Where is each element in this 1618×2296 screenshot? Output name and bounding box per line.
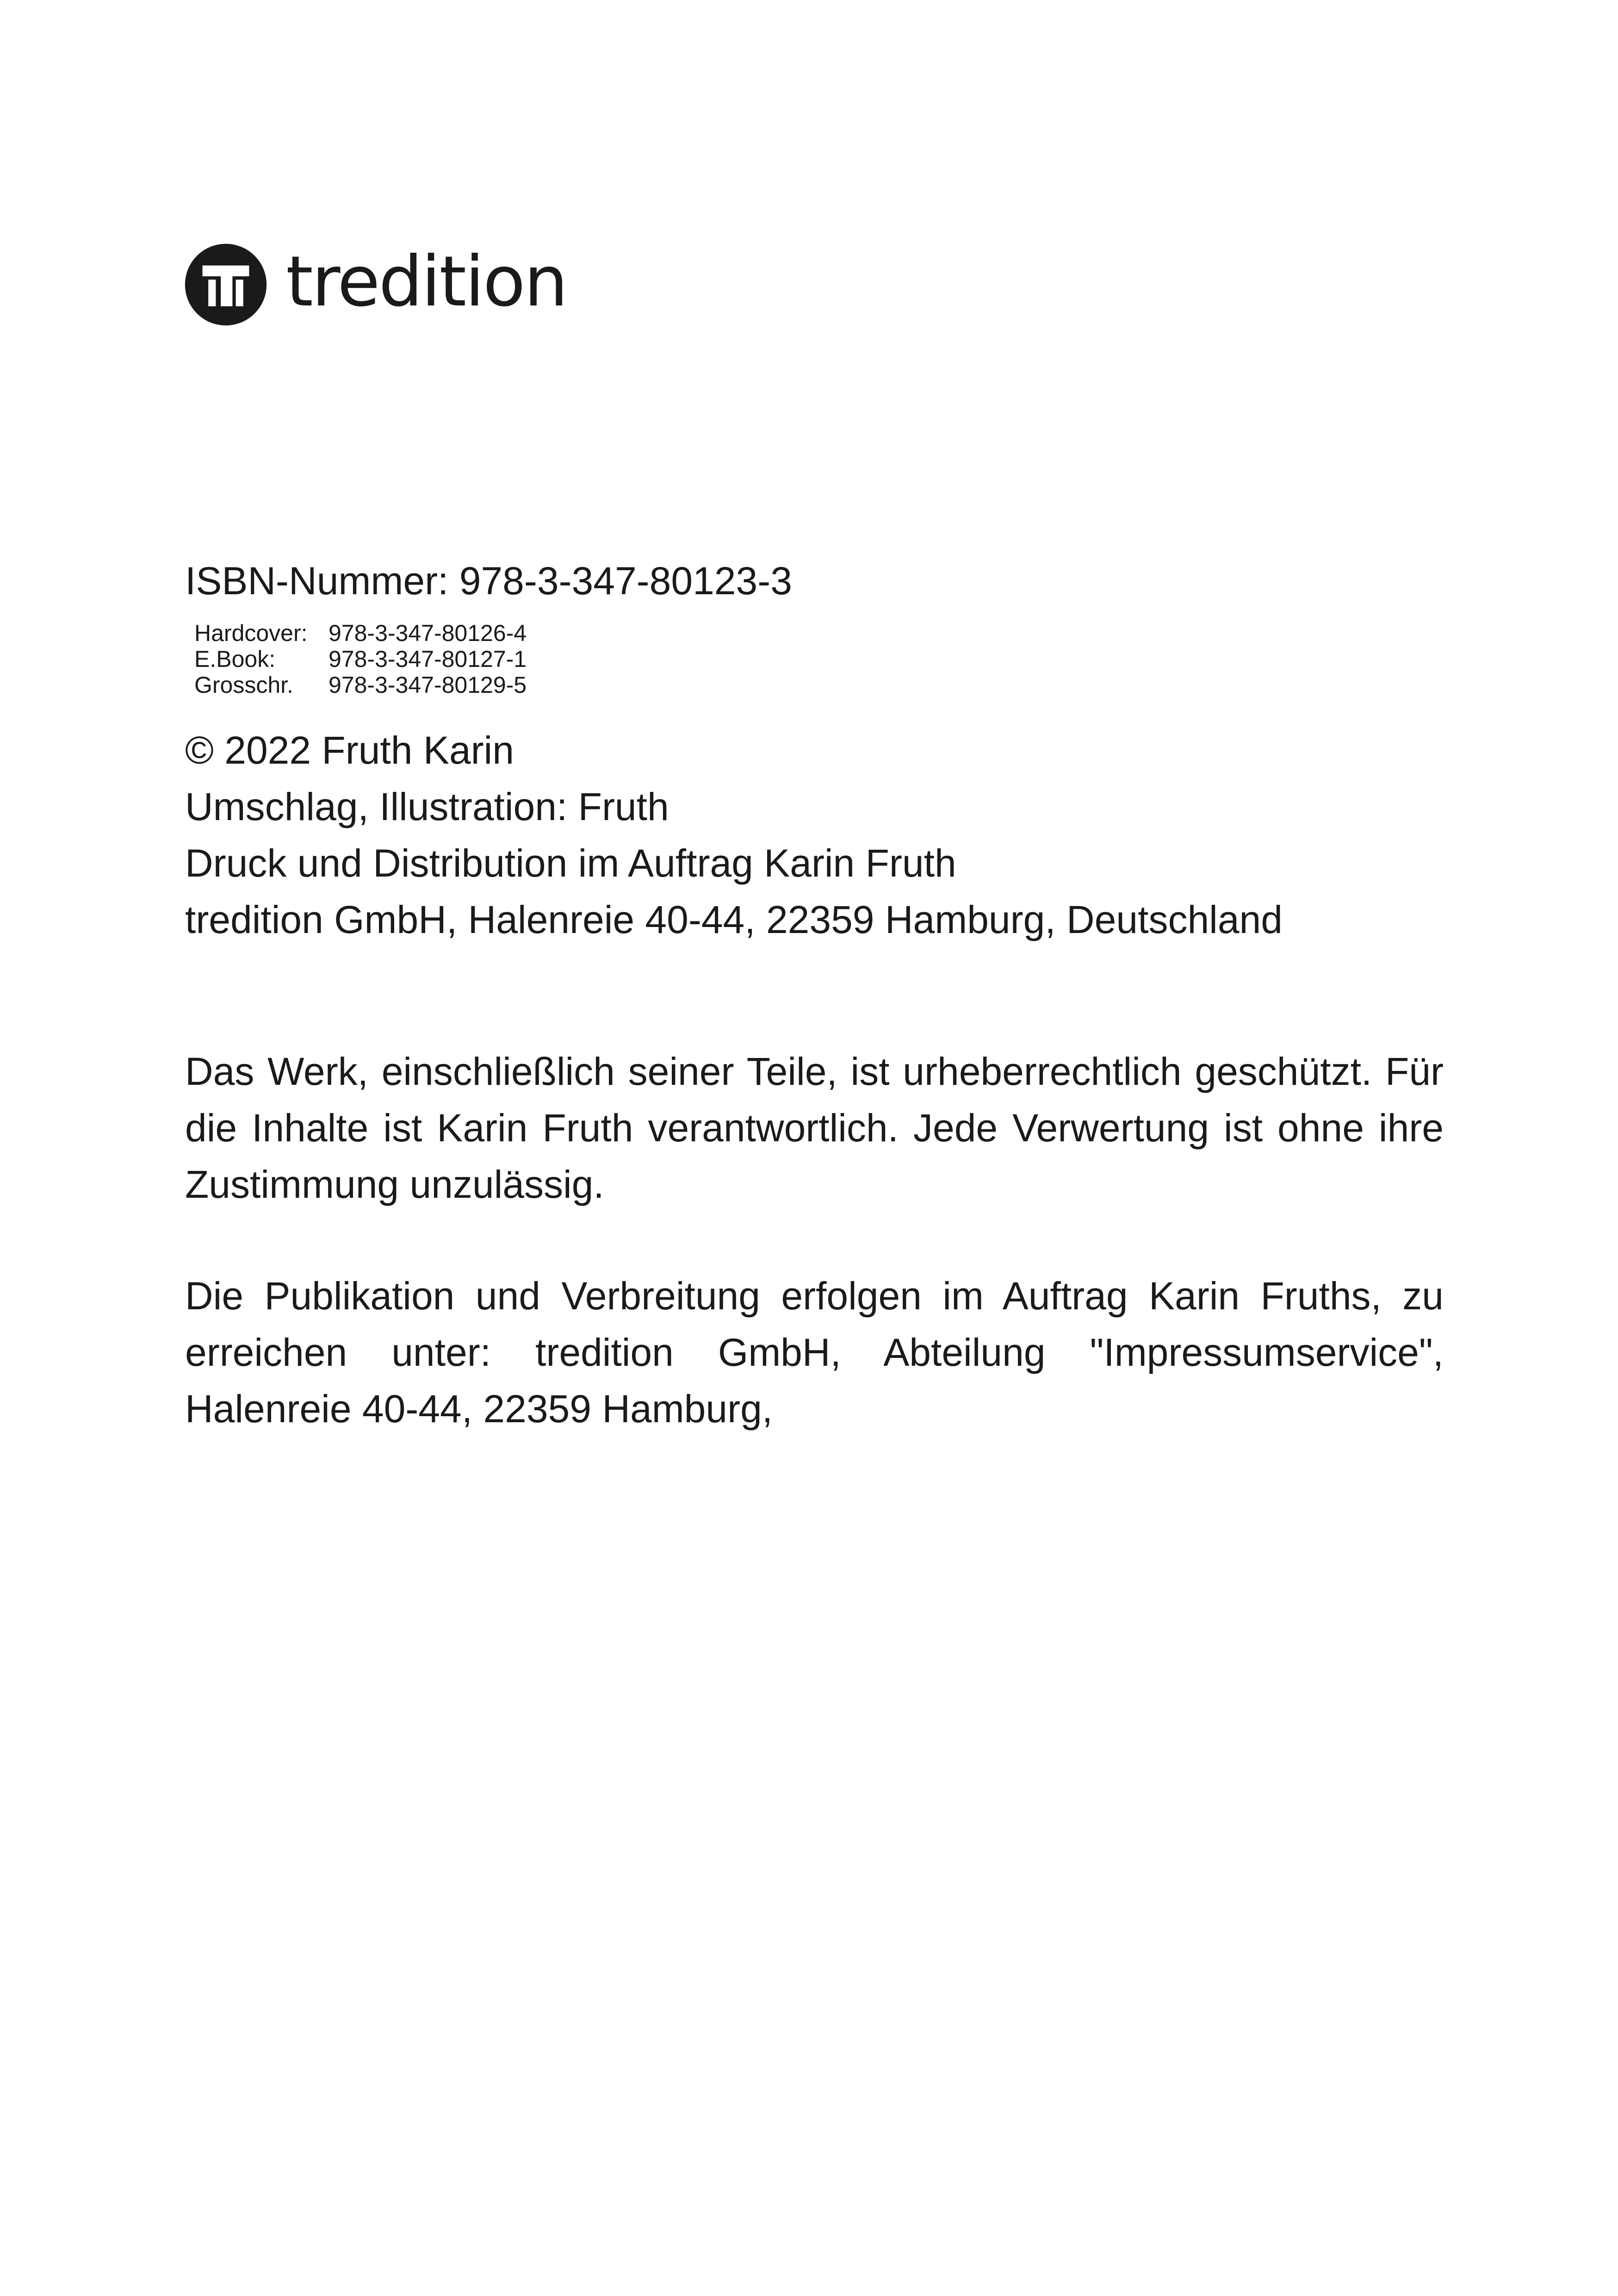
copyright-notice-paragraph: Das Werk, einschließlich seiner Teile, ist urheberrechtlich geschützt. Für die Inhalte ist Karin Fruth verantwortlich. Jede Verwertung ist ohne ihre Zustimmung unzulässig. [185, 1050, 1444, 1206]
credits-block [185, 722, 1283, 948]
isbn-label: E.Book: [194, 646, 276, 672]
cover-credit-line: Umschlag, Illustration: Fruth [185, 785, 669, 828]
publication-contact-paragraph: Die Publikation und Verbreitung erfolgen im Auftrag Karin Fruths, zu erreichen unter: tredition GmbH, Abteilung "Impressumservice", Halenreie 40-44, 22359 Hamburg, [185, 1274, 1444, 1431]
isbn-value: 978-3-347-80126-4 [329, 620, 527, 646]
publisher-logo [184, 241, 567, 329]
publisher-address-line: tredition GmbH, Halenreie 40-44, 22359 Hamburg, Deutschland [185, 898, 1283, 941]
tredition-logo-icon [184, 243, 267, 326]
print-credit-line: Druck und Distribution im Auftrag Karin Fruth [185, 841, 956, 885]
isbn-row-large-print [194, 672, 527, 698]
isbn-row-hardcover [194, 620, 527, 646]
isbn-value: 978-3-347-80127-1 [329, 646, 527, 672]
logo-wordmark: tredition [286, 242, 567, 322]
isbn-label: Hardcover: [194, 620, 308, 646]
isbn-row-ebook [194, 646, 527, 672]
isbn-label: Grosschr. [194, 672, 293, 698]
isbn-value: 978-3-347-80129-5 [329, 672, 527, 698]
isbn-editions [194, 620, 527, 698]
copyright-line: © 2022 Fruth Karin [185, 728, 514, 772]
isbn-main: ISBN-Nummer: 978-3-347-80123-3 [185, 559, 792, 603]
